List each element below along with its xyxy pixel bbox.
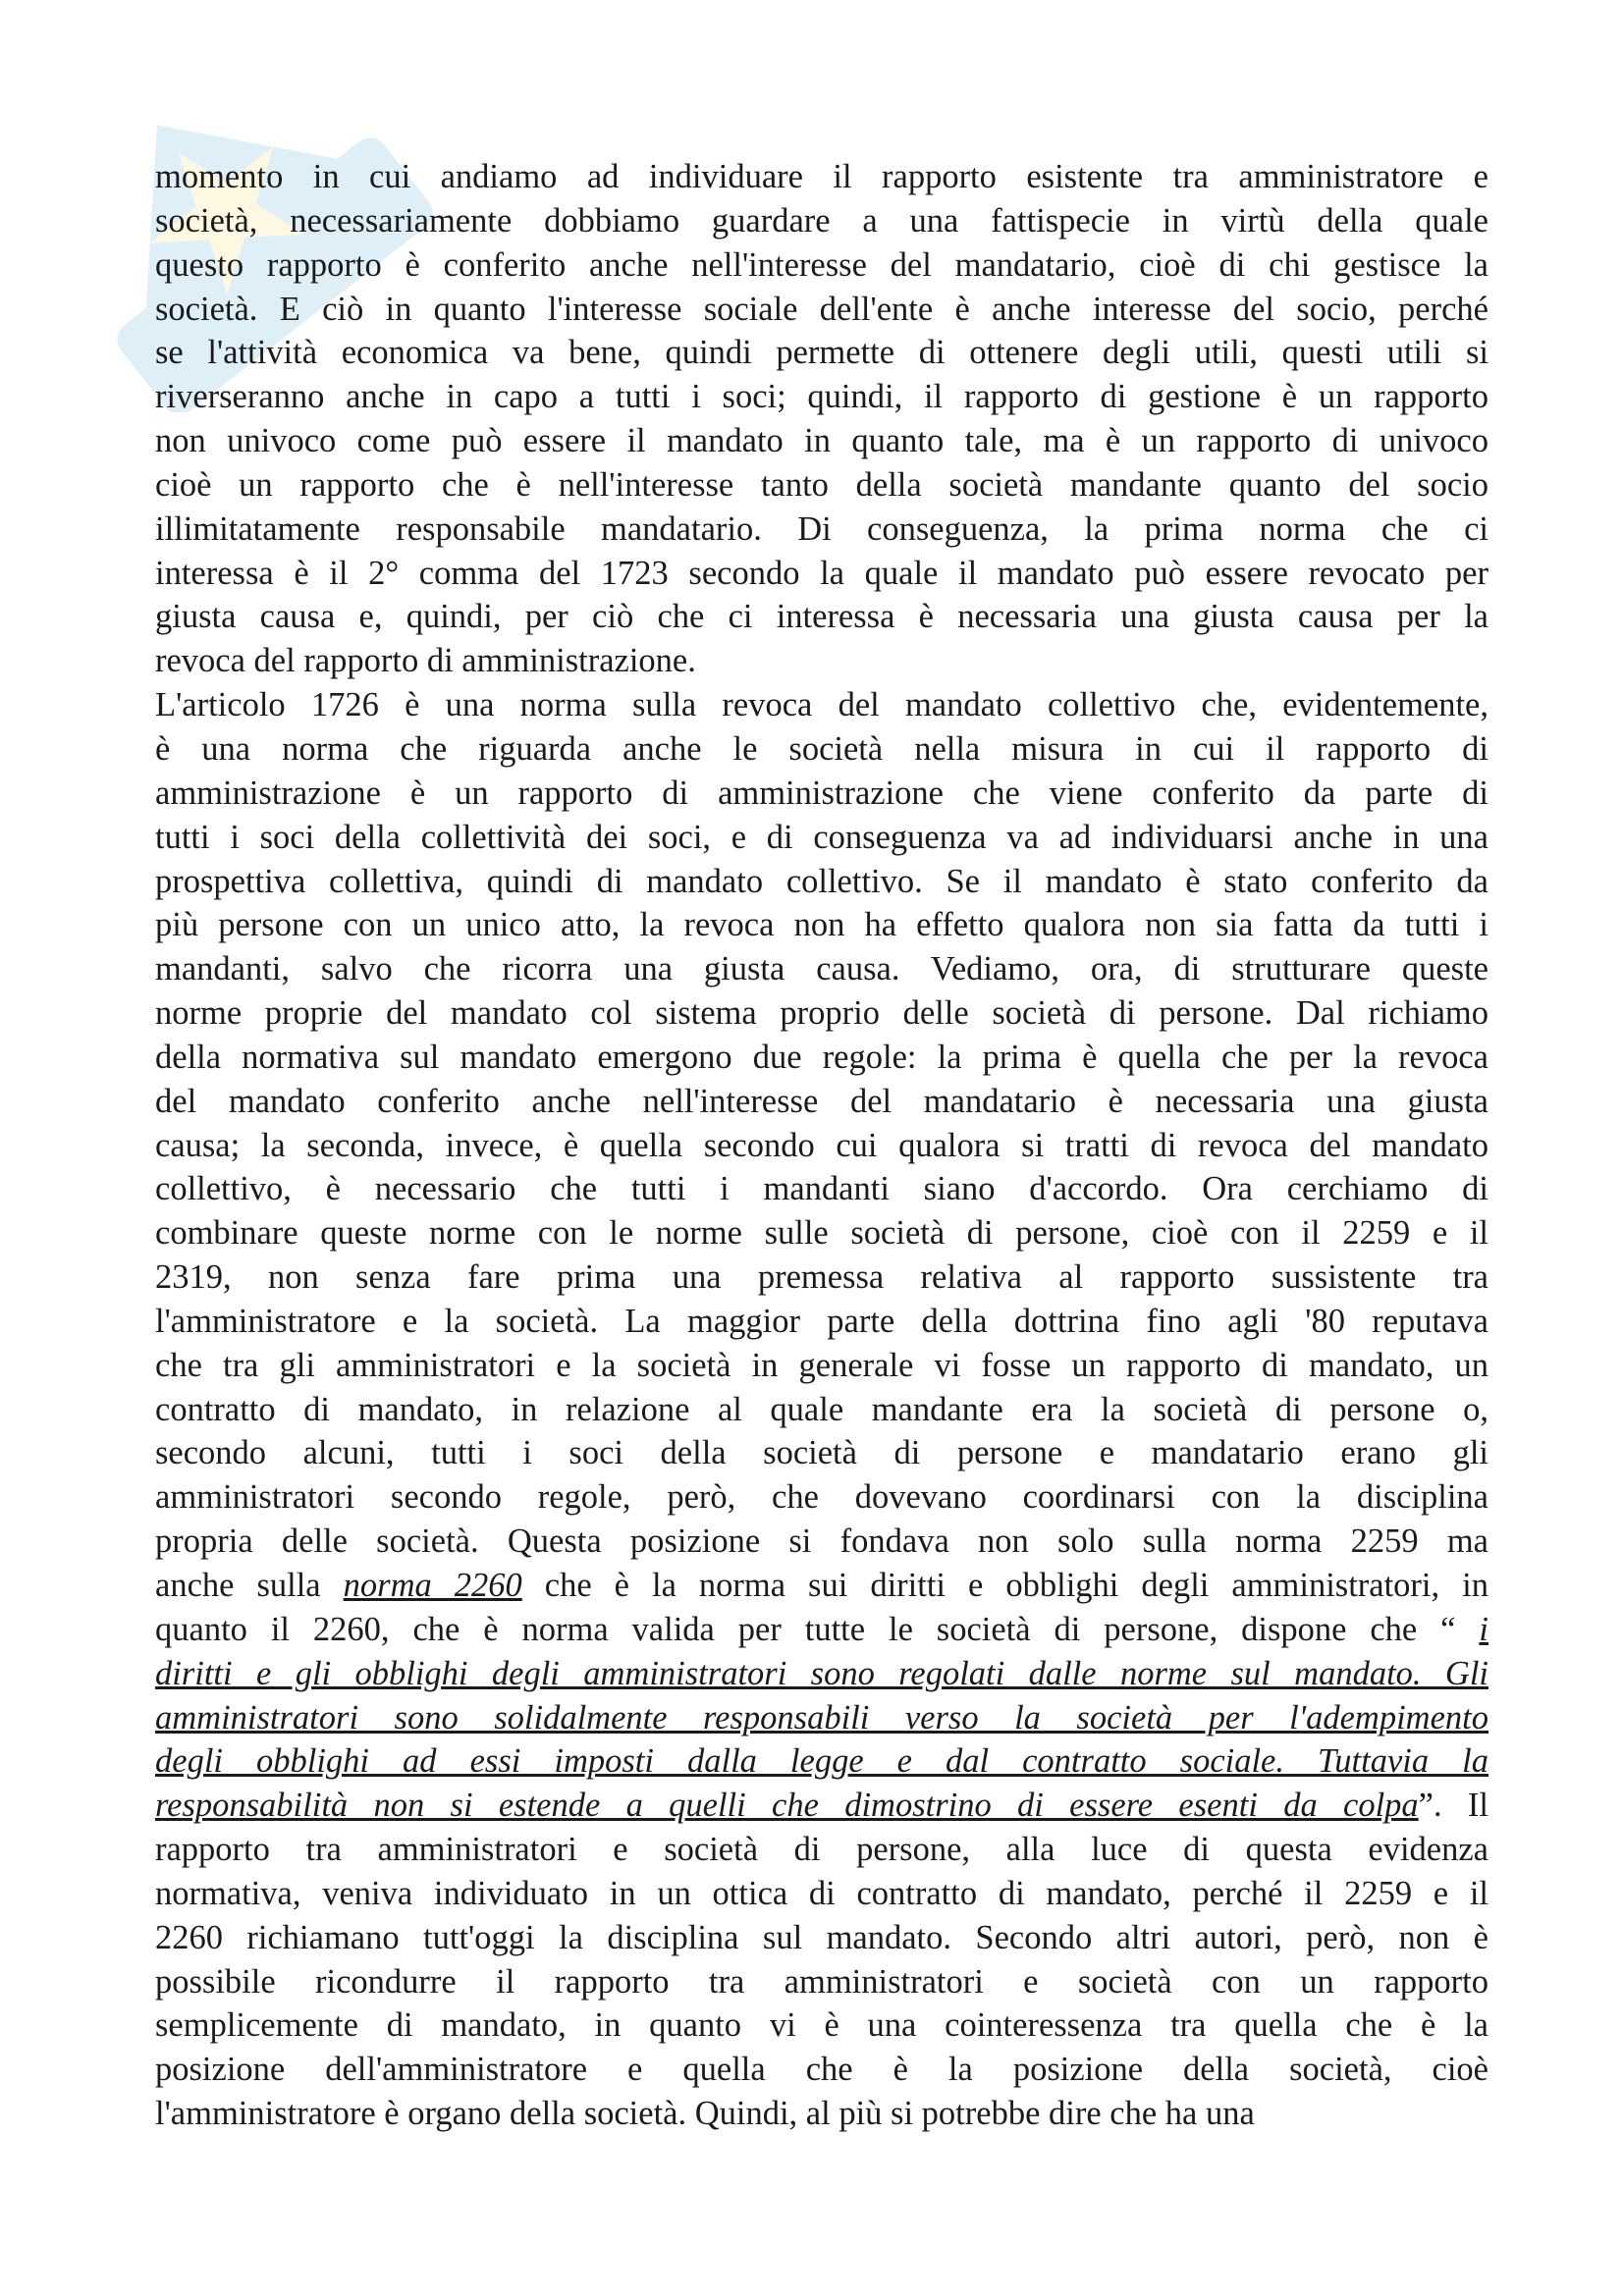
line-text: ”. Il [1418,1787,1488,1825]
line-text: quanto il 2260, che è norma valida per tutte le società di persone, dispone che “ [155,1610,1480,1648]
text-line [155,1564,1488,1608]
line-text: momento in cui andiamo ad individuare il rapporto esistente tra amministratore e [155,158,1488,195]
line-text: 2260 richiamano tutt'oggi la disciplina sul mandato. Secondo altri autori, però, non è [155,1918,1488,1956]
line-text: prospettiva collettiva, quindi di mandato collettivo. Se il mandato è stato conferito da [155,862,1488,900]
line-text: società, necessariamente dobbiamo guardare a una fattispecie in virtù della quale [155,201,1488,240]
line-text: posizione dell'amministratore e quella che è la posizione della società, cioè [155,2051,1488,2089]
text-line [155,1036,1488,1080]
line-text: amministrazione è un rapporto di amministrazione che viene conferito da parte di [155,774,1488,812]
line-text: norme proprie del mandato col sistema proprio delle società di persone. Dal richiamo [155,994,1488,1033]
text-line [155,816,1488,860]
line-text: interessa è il 2° comma del 1723 secondo la quale il mandato può essere revocato per [155,554,1488,592]
line-text: contratto di mandato, in relazione al quale mandante era la società di persone o, [155,1390,1488,1428]
line-text: se l'attività economica va bene, quindi permette di ottenere degli utili, questi utili si [155,334,1488,372]
line-text: che è la norma sui diritti e obblighi degli amministratori, in [521,1567,1488,1604]
cited-norm-text: norma 2260 [343,1567,522,1604]
text-line [155,595,1488,639]
text-line [155,155,1488,199]
line-text: combinare queste norme con le norme sulle società di persone, cioè con il 2259 e il [155,1214,1488,1253]
text-line [155,683,1488,727]
line-text: causa; la seconda, invece, è quella secondo cui qualora si tratti di revoca del mandato [155,1126,1488,1164]
text-line [155,1696,1488,1740]
line-text: riverseranno anche in capo a tutti i soci; quindi, il rapporto di gestione è un rapporto [155,378,1488,416]
text-line [155,288,1488,332]
text-line [155,1124,1488,1168]
text-line [155,2092,1488,2136]
text-line [155,1211,1488,1255]
text-line [155,1916,1488,1960]
text-line [155,772,1488,816]
line-text: tutti i soci della collettività dei soci, e di conseguenza va ad individuarsi anche in una [155,818,1488,856]
line-text: l'amministratore è organo della società. Quindi, al più si potrebbe dire che ha una [155,2095,1255,2133]
line-text: revoca del rapporto di amministrazione. [155,642,696,680]
line-text: della normativa sul mandato emergono due regole: la prima è quella che per la revoca [155,1038,1488,1076]
text-line [155,1872,1488,1916]
text-line [155,639,1488,683]
text-line [155,1431,1488,1475]
line-text: del mandato conferito anche nell'interesse del mandatario è necessaria una giusta [155,1082,1488,1120]
line-text: non univoco come può essere il mandato in quanto tale, ma è un rapporto di univoco [155,422,1488,460]
text-line [155,507,1488,552]
text-line [155,331,1488,375]
line-text: semplicemente di mandato, in quanto vi è una cointeressenza tra quella che è la [155,2006,1488,2045]
document-body [155,155,1488,2136]
text-line [155,1080,1488,1124]
line-text: possibile ricondurre il rapporto tra amministratori e società con un rapporto [155,1962,1488,2001]
line-text: questo rapporto è conferito anche nell'interesse del mandatario, cioè di chi gestisce la [155,245,1488,284]
line-text: collettivo, è necessario che tutti i mandanti siano d'accordo. Ora cerchiamo di [155,1170,1488,1208]
text-line [155,552,1488,596]
text-line [155,1520,1488,1564]
text-line [155,1608,1488,1652]
line-text: propria delle società. Questa posizione si fondava non solo sulla norma 2259 ma [155,1522,1488,1561]
line-text: 2319, non senza fare prima una premessa relativa al rapporto sussistente tra [155,1258,1488,1297]
cited-norm-text: diritti e gli obblighi degli amministratori sono regolati dalle norme sul mandato. Gli [155,1654,1488,1692]
text-line [155,860,1488,904]
line-text: amministratori secondo regole, però, che dovevano coordinarsi con la disciplina [155,1478,1488,1517]
text-line [155,1784,1488,1828]
line-text: L'articolo 1726 è una norma sulla revoca del mandato collettivo che, evidentemente, [155,686,1488,724]
text-line [155,419,1488,463]
text-line [155,1167,1488,1211]
line-text: è una norma che riguarda anche le società nella misura in cui il rapporto di [155,729,1488,768]
text-line [155,727,1488,772]
line-text: che tra gli amministratori e la società in generale vi fosse un rapporto di mandato, un [155,1346,1488,1384]
line-text: secondo alcuni, tutti i soci della società di persone e mandatario erano gli [155,1434,1488,1472]
line-text: mandanti, salvo che ricorra una giusta causa. Vediamo, ora, di strutturare queste [155,950,1488,988]
text-line [155,947,1488,991]
text-line [155,1652,1488,1696]
line-text: anche sulla [155,1567,344,1604]
text-line [155,1300,1488,1344]
cited-norm-text: i [1479,1610,1488,1648]
text-line [155,1388,1488,1432]
text-line [155,1344,1488,1388]
text-line [155,243,1488,288]
text-line [155,375,1488,419]
text-line [155,903,1488,947]
line-text: illimitatamente responsabile mandatario. Di conseguenza, la prima norma che ci [155,509,1488,548]
text-line [155,2048,1488,2092]
line-text: società. E ciò in quanto l'interesse sociale dell'ente è anche interesse del socio, perché [155,290,1488,328]
text-line [155,1828,1488,1872]
cited-norm-text: amministratori sono solidalmente responsabili verso la società per l'adempimento [155,1698,1488,1736]
text-line [155,2003,1488,2048]
text-line [155,463,1488,507]
line-text: l'amministratore e la società. La maggior parte della dottrina fino agli '80 reputava [155,1302,1488,1340]
text-line [155,1960,1488,2004]
line-text: normativa, veniva individuato in un ottica di contratto di mandato, perché il 2259 e il [155,1874,1488,1912]
text-line [155,991,1488,1036]
line-text: rapporto tra amministratori e società di persone, alla luce di questa evidenza [155,1831,1488,1869]
text-line [155,1739,1488,1784]
line-text: cioè un rapporto che è nell'interesse tanto della società mandante quanto del socio [155,465,1488,504]
line-text: più persone con un unico atto, la revoca non ha effetto qualora non sia fatta da tutti i [155,906,1488,944]
text-line [155,1475,1488,1520]
line-text: giusta causa e, quindi, per ciò che ci interessa è necessaria una giusta causa per la [155,598,1488,636]
cited-norm-text: responsabilità non si estende a quelli che dimostrino di essere esenti da colpa [155,1787,1419,1825]
text-line [155,199,1488,243]
cited-norm-text: degli obblighi ad essi imposti dalla legge e dal contratto sociale. Tuttavia la [155,1742,1488,1781]
text-line [155,1255,1488,1300]
